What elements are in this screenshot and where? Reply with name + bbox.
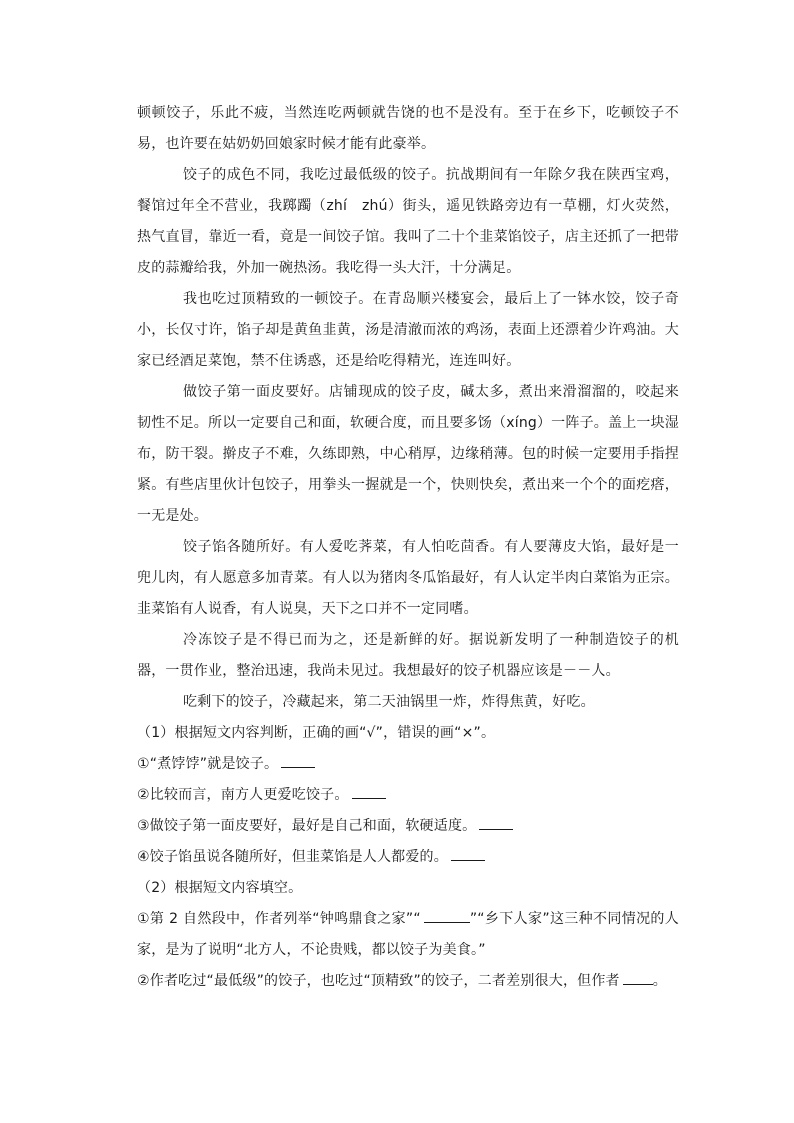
question-item-1-text: ①“煮饽饽”就是饺子。	[137, 756, 279, 772]
question-item-3	[137, 811, 679, 842]
answer-blank-4[interactable]	[451, 846, 485, 861]
fill-item-1-after: ”“乡下人家”这三种不同情况的人家，是为了说明“北方人，不论贵贱，都以饺子为美食。”	[137, 911, 679, 958]
question-item-2	[137, 780, 679, 811]
question-part2-heading: （2）根据短文内容填空。	[137, 880, 303, 896]
question-item-4	[137, 842, 679, 873]
paragraph-continued: 顿顿饺子，乐此不疲，当然连吃两顿就告饶的也不是没有。至于在乡下，吃顿饺子不易，也许要在姑奶奶回娘家时候才能有此豪举。	[137, 105, 679, 152]
paragraph-dumpling-filling: 饺子馅各随所好。有人爱吃荠菜，有人怕吃茴香。有人要薄皮大馅，最好是一兜儿肉，有人愿意多加青菜。有人以为猪肉冬瓜馅最好，有人认定半肉白菜馅为正宗。韭菜馅有人说香，有人说臭，天下之口并不一定同嗜。	[137, 539, 679, 617]
fill-blank-2[interactable]	[623, 970, 653, 985]
answer-blank-3[interactable]	[479, 815, 513, 830]
fill-item-2	[137, 966, 679, 997]
fill-blank-1[interactable]	[424, 908, 470, 923]
fill-item-1-before: ①第 2 自然段中，作者列举“钟鸣鼎食之家”“	[137, 911, 421, 927]
question-item-4-text: ④饺子馅虽说各随所好，但韭菜馅是人人都爱的。	[137, 849, 448, 865]
question-item-1	[137, 749, 679, 780]
question-item-2-text: ②比较而言，南方人更爱吃饺子。	[137, 787, 349, 803]
paragraph-frozen-dumplings: 冷冻饺子是不得已而为之，还是新鲜的好。据说新发明了一种制造饺子的机器，一贯作业，整治迅速，我尚未见过。我想最好的饺子机器应该是－－人。	[137, 632, 679, 679]
question-part1-heading: （1）根据短文内容判断，正确的画“√”，错误的画“×”。	[137, 725, 496, 741]
question-item-3-text: ③做饺子第一面皮要好，最好是自己和面，软硬适度。	[137, 818, 477, 834]
paragraph-dumpling-wrapper: 做饺子第一面皮要好。店铺现成的饺子皮，碱太多，煮出来滑溜溜的，咬起来韧性不足。所以一定要自己和面，软硬合度，而且要多饧（xíng）一阵子。盖上一块湿布，防干裂。擀皮子不难，久练即熟，中心稍厚，边缘稍薄。包的时候一定要用手指捏紧。有些店里伙计包饺子，用拳头一握就是一个，快则快矣，煮出来一个个的面疙瘩，一无是处。	[137, 384, 679, 524]
fill-item-2-before: ②作者吃过“最低级”的饺子，也吃过“顶精致”的饺子，二者差别很大，但作者	[137, 973, 620, 989]
answer-blank-2[interactable]	[352, 784, 386, 799]
answer-blank-1[interactable]	[281, 753, 315, 768]
article-body	[137, 98, 679, 997]
fill-item-1	[137, 904, 679, 966]
paragraph-finest-dumplings: 我也吃过顶精致的一顿饺子。在青岛顺兴楼宴会，最后上了一钵水饺，饺子奇小，长仅寸许，馅子却是黄鱼韭黄，汤是清澈而浓的鸡汤，表面上还漂着少许鸡油。大家已经酒足菜饱，禁不住诱惑，还是给吃得精光，连连叫好。	[137, 291, 679, 369]
paragraph-leftover-dumplings: 吃剩下的饺子，冷藏起来，第二天油锅里一炸，炸得焦黄，好吃。	[183, 694, 595, 710]
paragraph-lowest-grade-dumplings: 饺子的成色不同，我吃过最低级的饺子。抗战期间有一年除夕我在陕西宝鸡，餐馆过年全不营业，我踯躅（zhí zhú）街头，遥见铁路旁边有一草棚，灯火荧然，热气直冒，靠近一看，竟是一间饺子馆。我叫了二十个韭菜馅饺子，店主还抓了一把带皮的蒜瓣给我，外加一碗热汤。我吃得一头大汗，十分满足。	[137, 167, 679, 276]
fill-item-2-end: 。	[652, 973, 667, 989]
